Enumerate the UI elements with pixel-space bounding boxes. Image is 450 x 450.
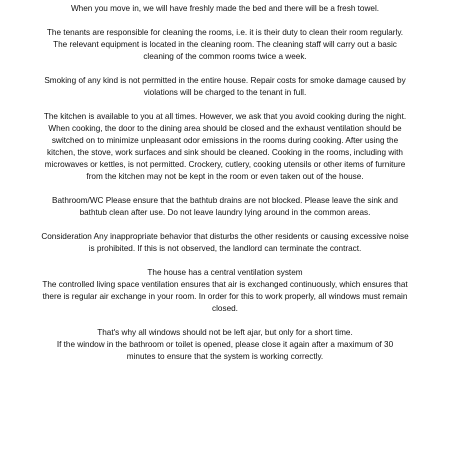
text-line: there is regular air exchange in your room. In order for this to work properly, all windows must remain (42, 292, 408, 301)
paragraph-move-in (28, 3, 422, 15)
paragraph-windows (28, 327, 422, 363)
text-line: Bathroom/WC Please ensure that the bathtub drains are not blocked. Please leave the sink and (52, 196, 398, 205)
paragraph-kitchen (28, 111, 422, 183)
text-line: If the window in the bathroom or toilet is opened, please close it again after a maximum of 30 (56, 340, 394, 349)
text-line: minutes to ensure that the system is working correctly. (126, 352, 324, 361)
text-line: switched on to minimize unpleasant odor emissions in the rooms during cooking. After using the (51, 136, 399, 145)
paragraph-bathroom (28, 195, 422, 219)
text-line: When you move in, we will have freshly made the bed and there will be a fresh towel. (70, 4, 380, 13)
text-line: violations will be charged to the tenant in full. (143, 88, 307, 97)
text-line: closed. (212, 304, 238, 313)
text-line: That's why all windows should not be left ajar, but only for a short time. (97, 328, 353, 337)
text-line: The tenants are responsible for cleaning the rooms, i.e. it is their duty to clean their room regularly. (46, 28, 404, 37)
paragraph-ventilation (28, 267, 422, 315)
text-line: The house has a central ventilation system (147, 268, 303, 277)
text-line: The kitchen is available to you at all times. However, we ask that you avoid cooking during the night. (43, 112, 407, 121)
text-line: microwaves or kettles, is not permitted. Crockery, cutlery, cooking utensils or other items of furniture (44, 160, 406, 169)
text-line: kitchen, the stove, work surfaces and sink should be cleaned. Cooking in the rooms, including with (47, 148, 403, 157)
text-line: The relevant equipment is located in the cleaning room. The cleaning staff will carry out a basic (53, 40, 397, 49)
text-line: cleaning of the common rooms twice a week. (143, 52, 307, 61)
text-line: Consideration Any inappropriate behavior that disturbs the other residents or causing excessive noise (41, 232, 409, 241)
text-line: bathtub clean after use. Do not leave laundry lying around in the common areas. (79, 208, 371, 217)
text-line: is prohibited. If this is not observed, the landlord can terminate the contract. (88, 244, 362, 253)
paragraph-smoking (28, 75, 422, 99)
text-line: Smoking of any kind is not permitted in the entire house. Repair costs for smoke damage caused by (44, 76, 406, 85)
text-line: When cooking, the door to the dining area should be closed and the exhaust ventilation should be (48, 124, 402, 133)
paragraph-consideration (28, 231, 422, 255)
text-line: from the kitchen may not be kept in the room or even taken out of the house. (86, 172, 364, 181)
text-line: The controlled living space ventilation ensures that air is exchanged continuously, which ensures that (42, 280, 408, 289)
paragraph-cleaning (28, 27, 422, 63)
